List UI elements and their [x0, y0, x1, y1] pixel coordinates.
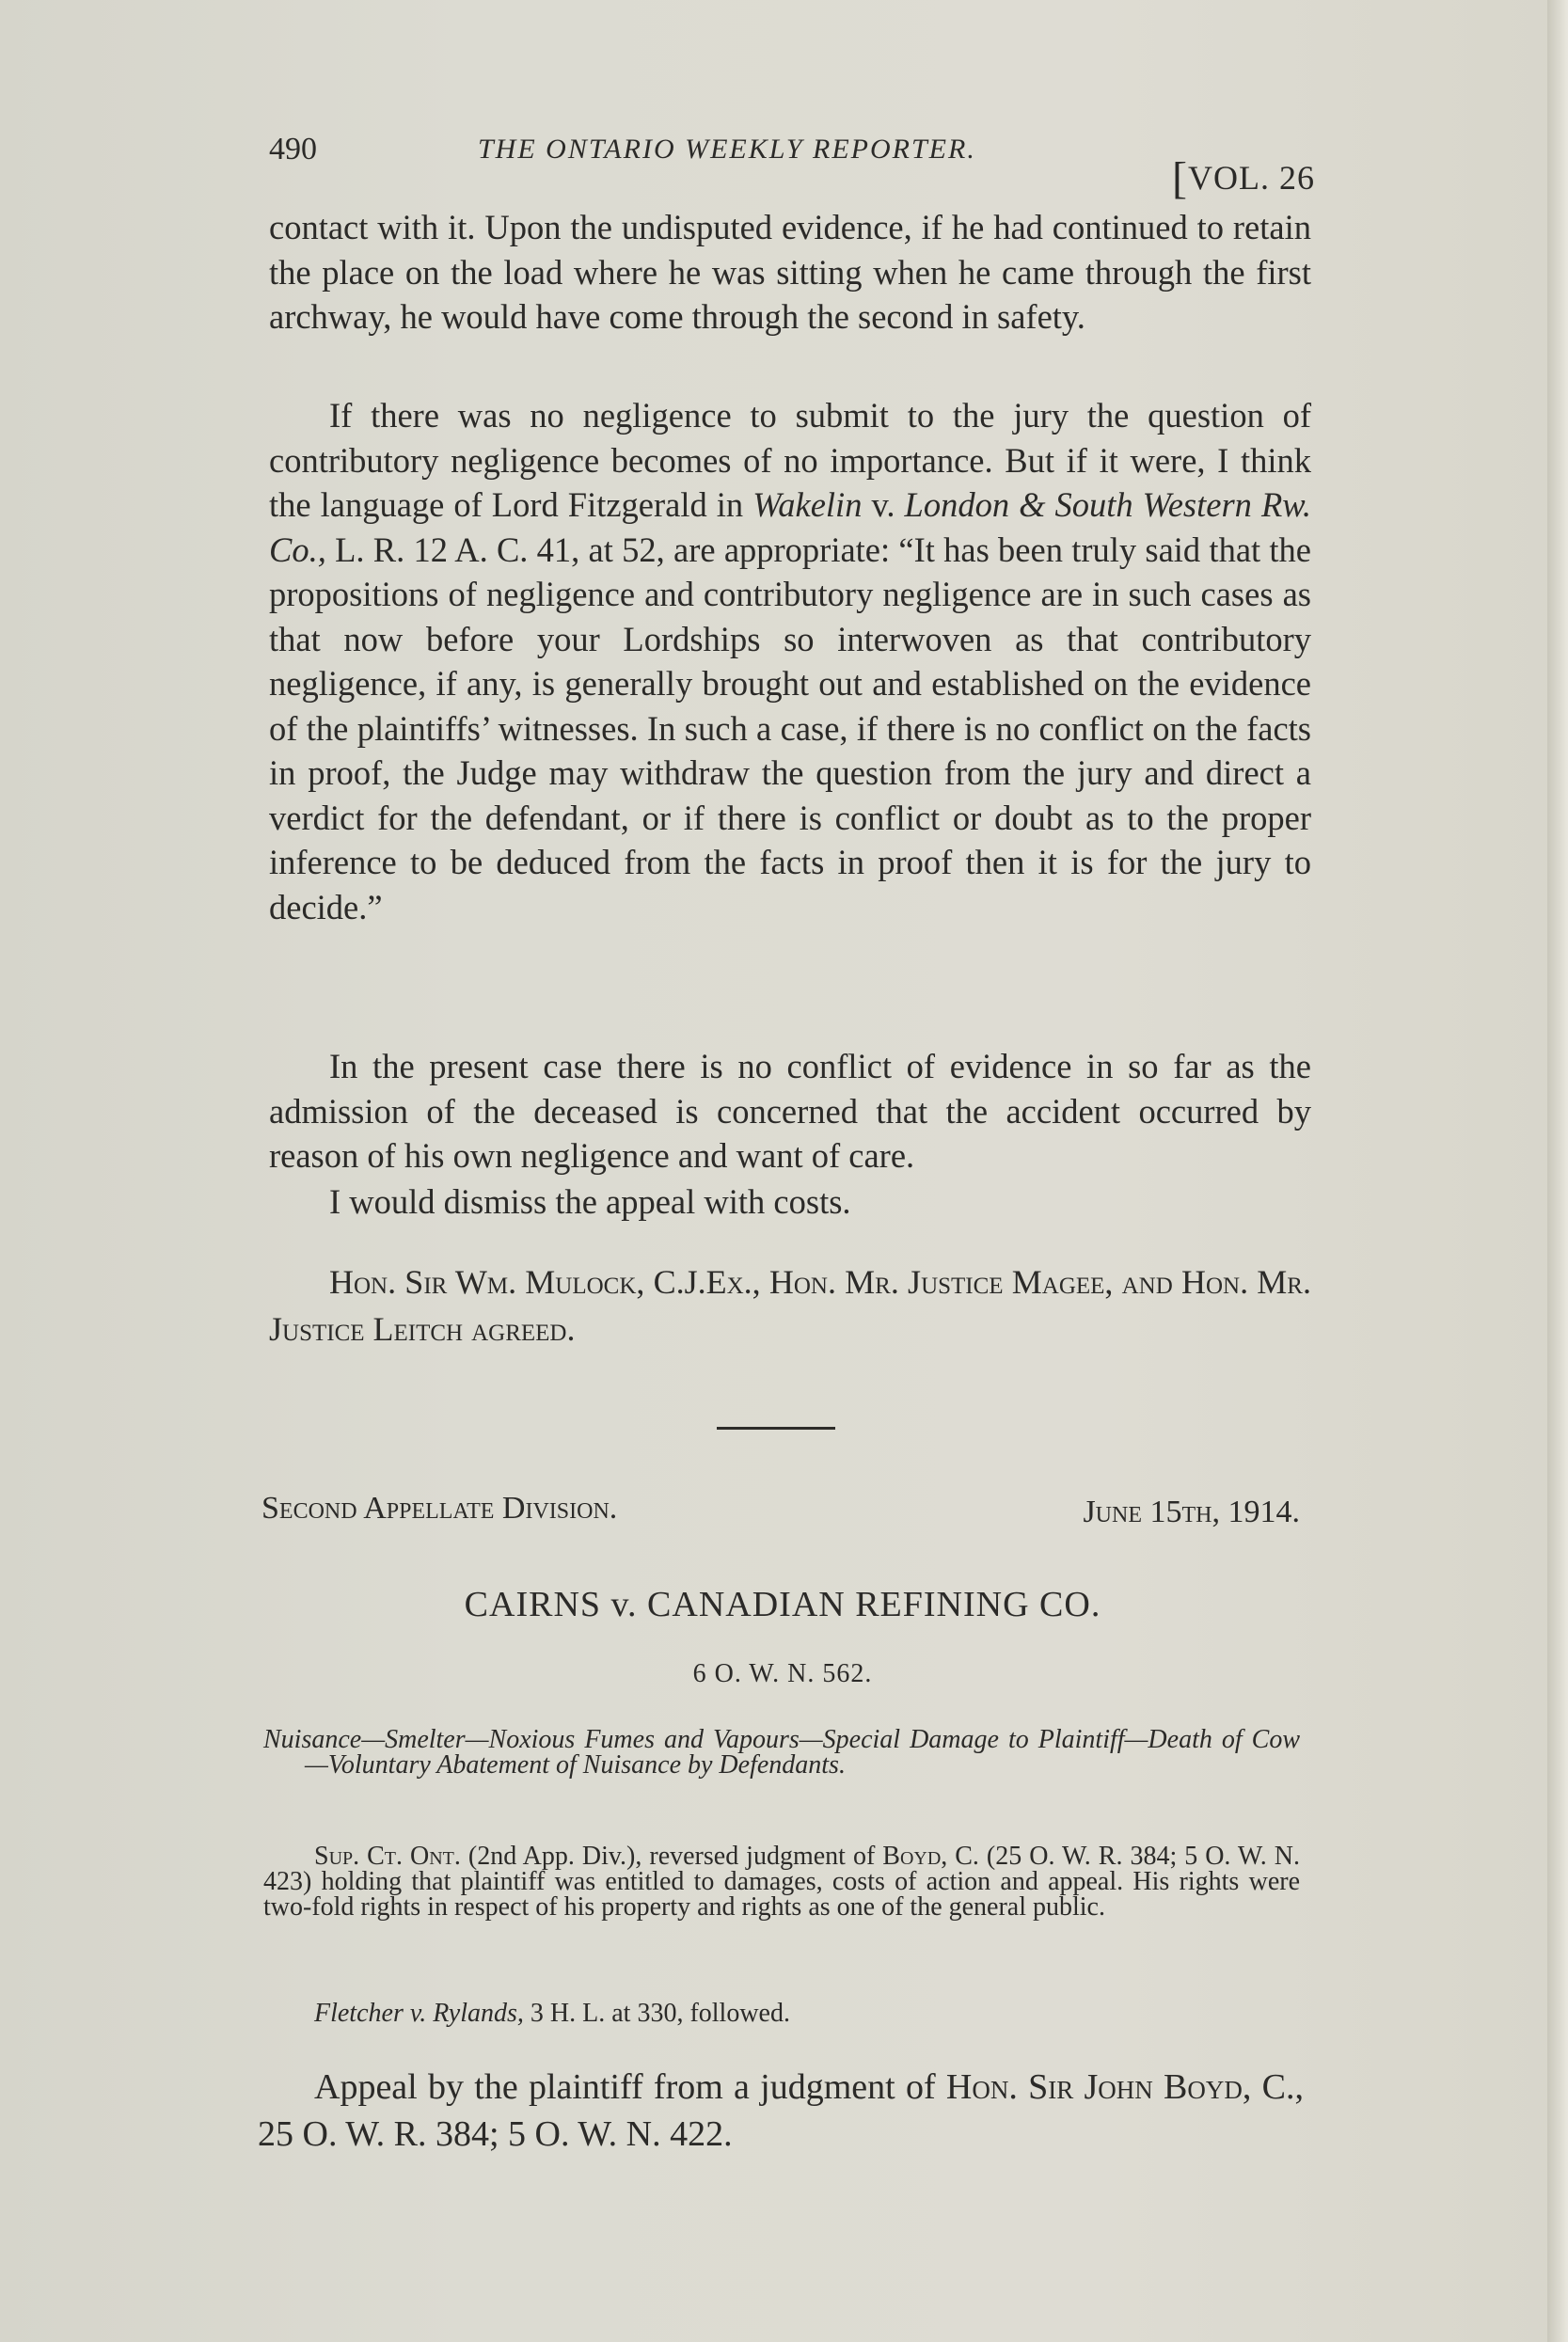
- paragraph-present-case: In the present case there is no conflict of evidence in so far as the admission of the deceased is concerned that the accident occurred by reason of his own negligence and want of care.: [269, 1047, 1311, 1175]
- court-name: Sup. Ct. Ont.: [314, 1842, 461, 1871]
- division-row: [261, 1491, 1300, 1538]
- running-header: [269, 130, 1315, 203]
- decision-date: June 15th, 1914.: [1083, 1495, 1300, 1529]
- volume-label: [1172, 149, 1315, 203]
- volume-bracket: [: [1172, 153, 1188, 203]
- case-citation: 6 O. W. N. 562.: [692, 1659, 873, 1688]
- section-divider: [717, 1427, 835, 1430]
- page-number: 490: [269, 132, 317, 166]
- followed-case-name: Fletcher v. Rylands,: [314, 1999, 524, 2028]
- paragraph-contributory-negligence: [269, 393, 1311, 929]
- case-title: CAIRNS v. CANADIAN REFINING CO.: [464, 1585, 1101, 1624]
- appeal-judge: Hon. Sir John Boyd, C.,: [945, 2067, 1304, 2107]
- holding-summary: [263, 1844, 1300, 1920]
- appeal-text-b: 25 O. W. R. 384; 5 O. W. N. 422.: [258, 2114, 733, 2154]
- holding-text-a: (2nd App. Div.), reversed judgment of: [460, 1842, 883, 1871]
- case-v: v.: [862, 485, 905, 524]
- paragraph-concurrence: Hon. Sir Wm. Mulock, C.J.Ex., Hon. Mr. Justice Magee, and Hon. Mr. Justice Leitch agreed.: [269, 1263, 1311, 1348]
- case-name-london: London & South Western Rw. Co.,: [269, 485, 1311, 569]
- headnote: Nuisance—Smelter—Noxious Fumes and Vapours—Special Damage to Plaintiff—Death of Cow—Voluntary Abatement of Nuisance by Defendants.: [263, 1725, 1300, 1780]
- paragraph-continuation: contact with it. Upon the undisputed evidence, if he had continued to retain the place on the load where he was sitting when he came through the first archway, he would have come through the second in safety.: [269, 208, 1311, 336]
- judge-name: Boyd, C.: [882, 1842, 979, 1871]
- paragraph-text-a: If there was no negligence to submit to the jury the question of contributory negligence becomes of no importance. But if it were, I think the language of Lord Fitzgerald in: [269, 396, 1311, 524]
- volume-number: VOL. 26: [1188, 159, 1315, 197]
- page-edge: [1547, 0, 1568, 2342]
- appeal-text-a: Appeal by the plaintiff from a judgment of: [314, 2067, 946, 2107]
- paragraph-text-b: L. R. 12 A. C. 41, at 52, are appropriate: “It has been truly said that the propositions of negligence and contributory negligence are in such cases as that now before your Lordships so interwoven as that contributory negligence, if any, is generally brought out and established on the evidence of the plaintiffs’ witnesses. In such a case, if there is no conflict on the facts in proof, the Judge may withdraw the question from the jury and direct a verdict for the defendant, or if there is conflict or doubt as to the proper inference to be deduced from the facts in proof then it is for the jury to decide.”: [269, 530, 1311, 926]
- division-name: Second Appellate Division.: [261, 1491, 618, 1526]
- case-name-wakelin: Wakelin: [752, 485, 863, 524]
- followed-reference: 3 H. L. at 330, followed.: [523, 1999, 790, 2028]
- paragraph-dismiss: I would dismiss the appeal with costs.: [329, 1182, 851, 1221]
- holding-text-b: (25 O. W. R. 384; 5 O. W. N. 423) holding that plaintiff was entitled to damages, costs of action and appeal. His rights were two-fold rights in respect of his property and rights as one of the general public.: [263, 1842, 1300, 1922]
- appeal-paragraph: [258, 2064, 1304, 2158]
- followed-authority: [314, 2000, 1292, 2028]
- running-head-title: THE ONTARIO WEEKLY REPORTER.: [478, 134, 976, 165]
